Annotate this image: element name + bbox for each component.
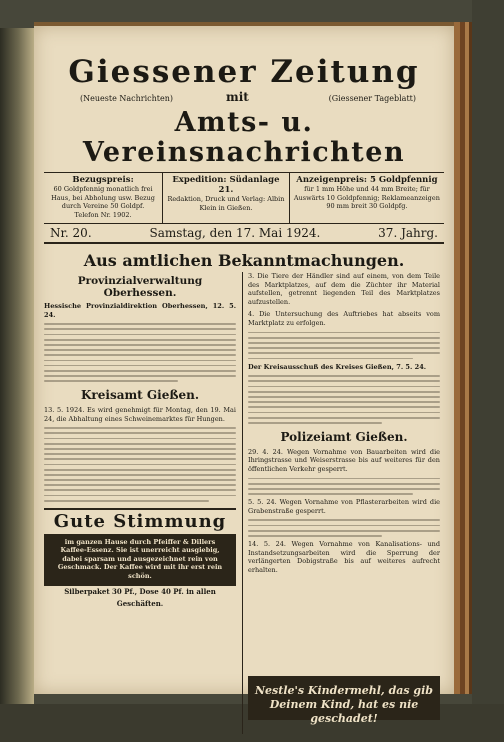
issue-date: Samstag, den 17. Mai 1924. bbox=[149, 226, 321, 240]
subscription-box bbox=[44, 173, 162, 223]
masthead-subtitles bbox=[44, 90, 444, 108]
notice-lead: 4. Die Untersuchung des Auftriebes hat abseits vom Marktplatz zu erfolgen. bbox=[248, 310, 440, 327]
advert-title: Gute Stimmung bbox=[53, 510, 227, 532]
telephone-text: Telefon Nr. 1902. bbox=[74, 210, 132, 219]
heading-provinzialverwaltung: Provinzialverwaltung Oberhessen. bbox=[77, 275, 203, 299]
expedition-heading: Expedition: Südanlage 21. bbox=[172, 175, 280, 195]
subtitle-right: (Giessener Tageblatt) bbox=[328, 94, 416, 103]
subtitle-left: (Neueste Nachrichten) bbox=[80, 94, 173, 103]
article-columns bbox=[44, 272, 444, 742]
left-column bbox=[44, 272, 236, 610]
notice-lead: 13. 5. 1924. Es wird genehmigt für Montag, den 19. Mai 24, die Abhaltung eines Schweinemarktes für Hungen. bbox=[44, 406, 236, 423]
subtitle-mid: mit bbox=[226, 90, 249, 104]
notice-lead: Hessische Provinzialdirektion Oberhessen, 12. 5. 24. bbox=[44, 302, 236, 319]
newspaper-page bbox=[34, 26, 454, 725]
book-cover-right bbox=[472, 0, 504, 704]
issue-year: 37. Jahrg. bbox=[378, 226, 438, 240]
notice-lead: 29. 4. 24. Wegen Vornahme von Bauarbeiten wird die Ihringstrasse und Weiserstrasse bis auf weiteres für den öffentlichen Verkehr gesperrt. bbox=[248, 447, 440, 473]
left-page-edge bbox=[0, 28, 34, 704]
info-bar bbox=[44, 172, 444, 224]
issue-line bbox=[44, 224, 444, 244]
newspaper-subtitle: Amts- u. Vereinsnachrichten bbox=[82, 107, 406, 168]
right-column bbox=[248, 272, 440, 579]
section-banner: Aus amtlichen Bekanntmachungen. bbox=[83, 251, 405, 270]
notice-lead: 14. 5. 24. Wegen Vornahme von Kanalisations- und Instandsetzungsarbeiten wird die Sperrung der verlängerten Dobigstraße bis auf weiteres aufrecht erhalten. bbox=[248, 540, 440, 575]
notice-lead: 5. 5. 24. Wegen Vornahme von Pflasterarbeiten wird die Grabenstraße gesperrt. bbox=[248, 498, 440, 515]
ad-price-box bbox=[290, 173, 444, 223]
coffee-advert bbox=[44, 508, 236, 610]
notice-lead: 3. Die Tiere der Händler sind auf einem, von dem Teile des Marktplatzes, auf dem die Züchter ihr Material aufstellen, getrennt liegenden Teil des Marktplatzes aufzustellen. bbox=[248, 272, 440, 306]
ad-price-heading: Anzeigenpreis: 5 Goldpfennig bbox=[296, 175, 438, 185]
heading-polizeiamt: Polizeiamt Gießen. bbox=[280, 429, 408, 444]
newspaper-title: Giessener Zeitung bbox=[68, 54, 420, 90]
nestle-advert: Nestle's Kindermehl, das gib Deinem Kind, hat es nie geschadet! bbox=[248, 676, 440, 720]
expedition-text: Redaktion, Druck und Verlag: Albin Klein in Gießen. bbox=[167, 195, 285, 212]
expedition-box bbox=[162, 173, 290, 223]
issue-number: Nr. 20. bbox=[50, 226, 92, 240]
subscription-heading: Bezugspreis: bbox=[72, 175, 134, 185]
ad-price-text: für 1 mm Höhe und 44 mm Breite; für Auswärts 10 Goldpfennig; Reklameanzeigen 90 mm breit 30 Goldpfg. bbox=[293, 185, 440, 210]
heading-kreisamt: Kreisamt Gießen. bbox=[81, 388, 199, 403]
advert-footer: Silberpaket 30 Pf., Dose 40 Pf. in allen Geschäften. bbox=[64, 586, 216, 608]
subscription-text: 60 Goldpfennig monatlich frei Haus, bei Abholung usw. Bezug durch Vereine 50 Goldpf. bbox=[51, 185, 155, 210]
advert-text: im ganzen Hause durch Pfeiffer & Dillers Kaffee-Essenz. Sie ist unerreicht ausgiebig, dabei sparsam und ausgezeichnet rein von Geschmack. Der Kaffee wird mit ihr erst rein schön. bbox=[44, 534, 236, 586]
page-content bbox=[44, 34, 444, 742]
notice-lead: Der Kreisausschuß des Kreises Gießen, 7. 5. 24. bbox=[248, 362, 427, 371]
column-divider bbox=[242, 272, 243, 734]
